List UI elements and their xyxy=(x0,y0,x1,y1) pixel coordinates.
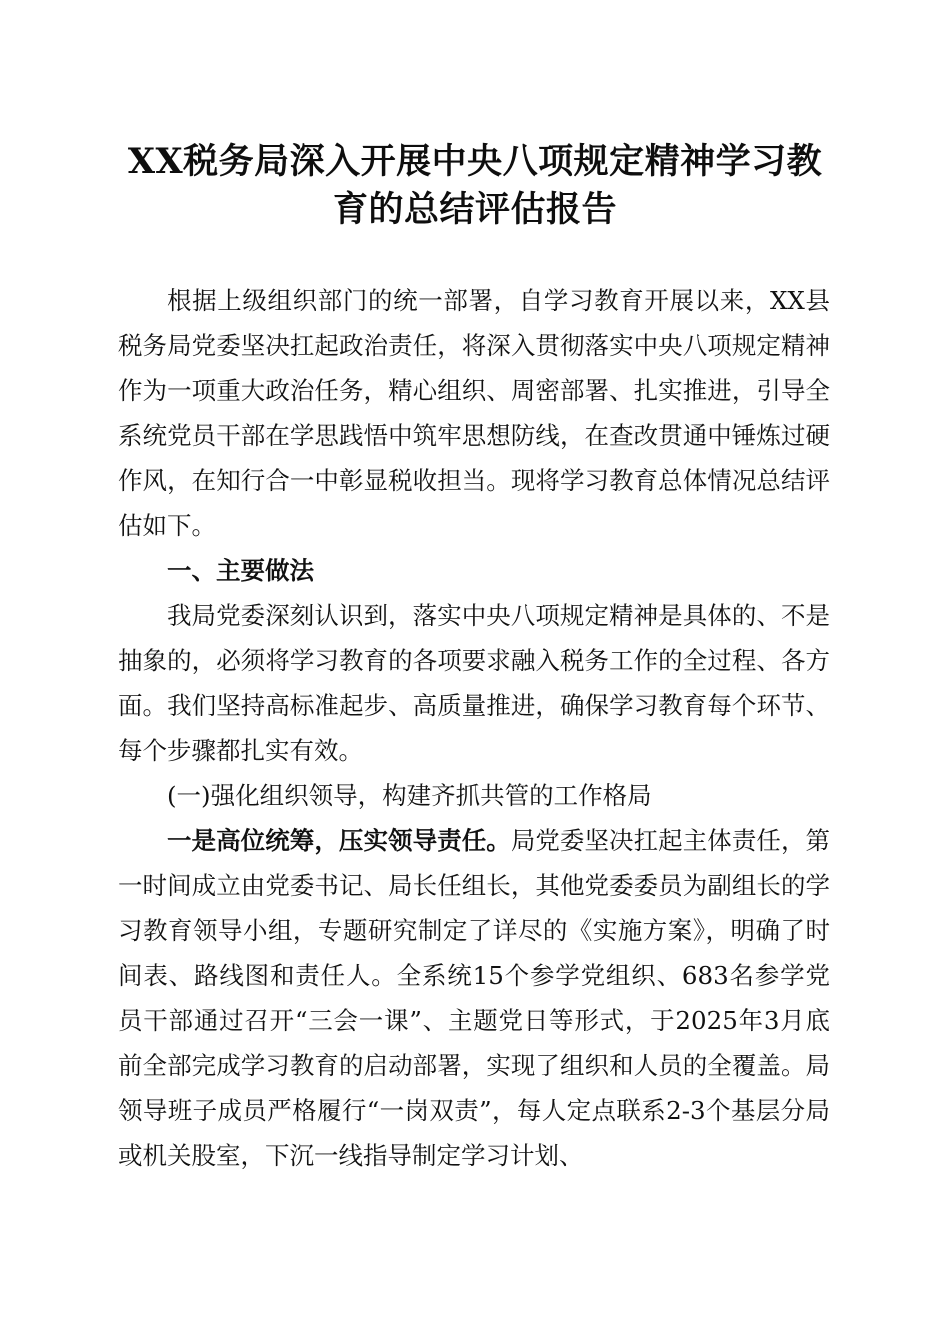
point-paragraph xyxy=(118,818,830,1178)
title-line-1: XX税务局深入开展中央八项规定精神学习教 xyxy=(127,141,823,182)
intro-paragraph: 根据上级组织部门的统一部署，自学习教育开展以来，XX县税务局党委坚决扛起政治责任，将深入贯彻落实中央八项规定精神作为一项重大政治任务，精心组织、周密部署、扎实推进，引导全系统党员干部在学思践悟中筑牢思想防线，在查改贯通中锤炼过硬作风，在知行合一中彰显税收担当。现将学习教育总体情况总结评估如下。 xyxy=(118,286,830,540)
point-lead: 一是高位统筹，压实领导责任。 xyxy=(167,826,511,855)
document-body xyxy=(118,278,830,1178)
subsection-heading-organization: (一)强化组织领导，构建齐抓共管的工作格局 xyxy=(167,781,652,810)
document-title xyxy=(110,138,840,234)
point-body: 局党委坚决扛起主体责任，第一时间成立由党委书记、局长任组长，其他党委委员为副组长的学习教育领导小组，专题研究制定了详尽的《实施方案》，明确了时间表、路线图和责任人。全系统15个参学党组织、683名参学党员干部通过召开“三会一课”、主题党日等形式，于2025年3月底前全部完成学习教育的启动部署，实现了组织和人员的全覆盖。局领导班子成员严格履行“一岗双责”，每人定点联系2-3个基层分局或机关股室，下沉一线指导制定学习计划、 xyxy=(118,826,831,1170)
title-line-2: 育的总结评估报告 xyxy=(332,189,617,230)
section-paragraph: 我局党委深刻认识到，落实中央八项规定精神是具体的、不是抽象的，必须将学习教育的各项要求融入税务工作的全过程、各方面。我们坚持高标准起步、高质量推进，确保学习教育每个环节、每个步骤都扎实有效。 xyxy=(118,601,830,765)
section-heading-main-practices: 一、主要做法 xyxy=(167,556,314,585)
